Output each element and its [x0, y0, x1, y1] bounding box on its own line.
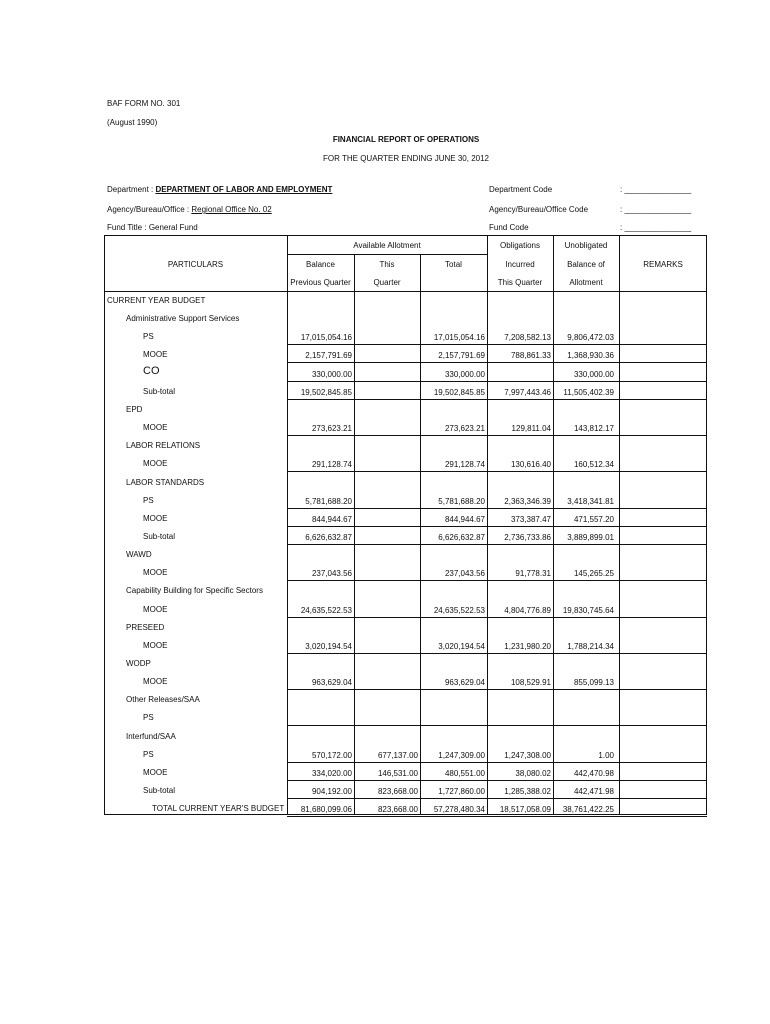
value-unob: 145,265.25	[573, 569, 614, 579]
row-label: Sub-total	[143, 786, 176, 796]
row-label: TOTAL CURRENT YEAR'S BUDGET	[152, 804, 285, 814]
row-label: CURRENT YEAR BUDGET	[107, 296, 206, 305]
value-total: 3,020,194.54	[438, 641, 485, 651]
table-row	[0, 418, 770, 436]
row-label: Other Releases/SAA	[126, 695, 200, 705]
header-balance-of: Balance of	[567, 260, 605, 269]
table-row	[0, 327, 770, 345]
row-label: MOOE	[143, 767, 168, 777]
header-previous-quarter: Previous Quarter	[290, 278, 351, 287]
agency-value: Regional Office No. 02	[191, 205, 272, 214]
value-bal: 5,781,688.20	[305, 496, 352, 506]
row-label: PS	[143, 495, 154, 505]
table-row	[0, 799, 770, 817]
row-label: PS	[143, 749, 154, 759]
value-total: 330,000.00	[444, 369, 485, 379]
value-unob: 19,830,745.64	[562, 605, 614, 615]
value-total: 6,626,632.87	[438, 532, 485, 542]
row-label: LABOR STANDARDS	[126, 477, 205, 487]
fund-code-label: Fund Code	[489, 223, 529, 232]
row-label: MOOE	[143, 604, 168, 614]
header-balance: Balance	[306, 260, 335, 269]
value-unob: 11,505,402.39	[563, 387, 614, 397]
value-this: 823,668.00	[377, 805, 418, 815]
header-rule	[287, 254, 487, 255]
value-bal: 963,629.04	[311, 678, 352, 688]
agency-code-label: Agency/Bureau/Office Code	[489, 205, 589, 214]
table-row	[0, 545, 770, 563]
report-subtitle: FOR THE QUARTER ENDING JUNE 30, 2012	[323, 154, 489, 163]
fund-code-blank: : _______________	[620, 223, 692, 232]
report-title: FINANCIAL REPORT OF OPERATIONS	[332, 135, 480, 144]
table-row	[0, 454, 770, 472]
row-label: CO	[143, 364, 160, 377]
row-label: Sub-total	[143, 531, 176, 541]
row-label: MOOE	[143, 423, 168, 433]
value-bal: 330,000.00	[311, 369, 352, 379]
table-row	[0, 581, 770, 599]
value-unob: 160,512.34	[573, 460, 614, 470]
row-label: MOOE	[143, 568, 168, 578]
value-total: 291,128.74	[444, 460, 485, 470]
value-unob: 143,812.17	[573, 424, 614, 434]
row-label: Sub-total	[143, 386, 176, 396]
header-this: This	[379, 260, 395, 269]
header-allotment: Allotment	[569, 278, 603, 287]
header-incurred: Incurred	[505, 260, 535, 269]
header-this-quarter: This Quarter	[497, 278, 543, 287]
value-total: 2,157,791.69	[438, 351, 485, 361]
row-rule	[287, 816, 707, 817]
value-unob: 1,788,214.34	[567, 641, 614, 651]
value-total: 480,551.00	[444, 768, 485, 778]
table-row	[0, 491, 770, 509]
value-unob: 38,761,422.25	[562, 805, 614, 815]
value-oblig: 108,529.91	[510, 678, 551, 688]
department-line	[107, 185, 332, 195]
table-row	[0, 436, 770, 454]
fund-label: Fund Title :	[107, 223, 147, 232]
table-row	[0, 400, 770, 418]
value-bal: 844,944.67	[311, 514, 352, 524]
value-unob: 330,000.00	[573, 369, 614, 379]
value-total: 273,623.21	[444, 424, 485, 434]
row-label: MOOE	[143, 677, 168, 687]
table-row	[0, 745, 770, 763]
value-oblig: 38,080.02	[515, 768, 551, 778]
value-oblig: 1,285,388.02	[504, 787, 551, 797]
fund-value: General Fund	[148, 223, 198, 232]
table-row	[0, 618, 770, 636]
department-label: Department :	[107, 185, 154, 194]
value-unob: 1,368,930.36	[567, 351, 614, 361]
department-value: DEPARTMENT OF LABOR AND EMPLOYMENT	[155, 185, 333, 194]
value-unob: 855,099.13	[573, 678, 614, 688]
row-label: EPD	[126, 404, 143, 414]
header-available-allotment: Available Allotment	[353, 241, 421, 250]
row-label: PS	[143, 713, 154, 723]
value-this: 823,668.00	[377, 787, 418, 797]
value-bal: 334,020.00	[311, 768, 352, 778]
row-label: PRESEED	[126, 622, 165, 632]
value-oblig: 18,517,058.09	[499, 805, 551, 815]
table-row	[0, 763, 770, 781]
value-unob: 3,889,899.01	[567, 532, 614, 542]
row-label: Interfund/SAA	[126, 731, 176, 741]
header-particulars: PARTICULARS	[167, 260, 224, 269]
value-oblig: 2,363,346.39	[504, 496, 551, 506]
value-unob: 3,418,341.81	[567, 496, 614, 506]
value-bal: 6,626,632.87	[305, 532, 352, 542]
table-row	[0, 527, 770, 545]
value-oblig: 788,861.33	[510, 351, 551, 361]
value-bal: 237,043.56	[311, 569, 352, 579]
table-row	[0, 509, 770, 527]
value-bal: 24,635,522.53	[300, 605, 352, 615]
row-label: PS	[143, 332, 154, 342]
value-total: 17,015,054.16	[433, 333, 485, 343]
value-bal: 2,157,791.69	[305, 351, 352, 361]
value-this: 146,531.00	[377, 768, 418, 778]
value-oblig: 4,804,776.89	[504, 605, 551, 615]
value-oblig: 1,231,980.20	[504, 641, 551, 651]
value-total: 1,247,309.00	[438, 750, 485, 760]
value-total: 57,278,480.34	[433, 805, 485, 815]
row-label: WODP	[126, 659, 151, 668]
form-date: (August 1990)	[107, 118, 158, 127]
table-row	[0, 364, 770, 382]
agency-line	[107, 205, 272, 215]
table-row	[0, 708, 770, 726]
table-row	[0, 473, 770, 491]
value-this: 677,137.00	[377, 750, 418, 760]
row-label: Capability Building for Specific Sectors	[126, 586, 263, 596]
table-row	[0, 781, 770, 799]
table-row	[0, 563, 770, 581]
value-oblig: 91,778.31	[515, 569, 551, 579]
table-row	[0, 654, 770, 672]
table-row	[0, 672, 770, 690]
row-label: WAWD	[126, 550, 152, 560]
header-obligations: Obligations	[499, 241, 541, 250]
table-row	[0, 309, 770, 327]
value-oblig: 2,736,733.86	[504, 532, 551, 542]
value-bal: 81,680,099.06	[300, 805, 352, 815]
value-unob: 1.00	[598, 750, 614, 760]
value-oblig: 129,811.04	[511, 424, 551, 434]
fund-line	[107, 223, 198, 233]
value-total: 24,635,522.53	[433, 605, 485, 615]
value-oblig: 373,387.47	[510, 514, 551, 524]
table-row	[0, 727, 770, 745]
row-label: LABOR RELATIONS	[126, 441, 201, 451]
table-row	[0, 690, 770, 708]
row-label: MOOE	[143, 350, 168, 360]
value-oblig: 7,997,443.46	[504, 387, 551, 397]
agency-code-blank: : _______________	[620, 205, 692, 214]
header-quarter: Quarter	[373, 278, 401, 287]
value-total: 963,629.04	[444, 678, 485, 688]
value-unob: 442,470.98	[573, 768, 614, 778]
value-bal: 904,192.00	[311, 787, 352, 797]
value-oblig: 7,208,582.13	[504, 333, 551, 343]
dept-code-label: Department Code	[489, 185, 553, 194]
value-bal: 291,128.74	[311, 460, 352, 470]
row-label: MOOE	[143, 513, 168, 523]
value-bal: 19,502,845.85	[300, 387, 352, 397]
value-total: 1,727,860.00	[438, 787, 485, 797]
value-unob: 442,471.98	[573, 787, 614, 797]
value-bal: 17,015,054.16	[300, 333, 352, 343]
value-total: 237,043.56	[444, 569, 485, 579]
dept-code-blank: : _______________	[620, 185, 692, 194]
header-unobligated: Unobligated	[564, 241, 608, 250]
table-row	[0, 382, 770, 400]
header-remarks: REMARKS	[643, 260, 683, 269]
value-bal: 3,020,194.54	[305, 641, 352, 651]
row-label: Administrative Support Services	[126, 314, 240, 324]
value-unob: 471,557.20	[573, 514, 614, 524]
table-row	[0, 600, 770, 618]
value-total: 19,502,845.85	[433, 387, 485, 397]
table-row	[0, 345, 770, 363]
row-label: MOOE	[143, 640, 168, 650]
table-row	[0, 291, 770, 309]
value-total: 844,944.67	[444, 514, 485, 524]
value-bal: 273,623.21	[311, 424, 352, 434]
form-number: BAF FORM NO. 301	[107, 99, 181, 108]
table-row	[0, 636, 770, 654]
header-total: Total	[445, 260, 462, 269]
value-total: 5,781,688.20	[438, 496, 485, 506]
row-label: MOOE	[143, 459, 168, 469]
value-oblig: 130,616.40	[510, 460, 551, 470]
value-unob: 9,806,472.03	[567, 333, 614, 343]
value-oblig: 1,247,308.00	[504, 750, 551, 760]
agency-label: Agency/Bureau/Office :	[107, 205, 190, 214]
value-bal: 570,172.00	[311, 750, 352, 760]
